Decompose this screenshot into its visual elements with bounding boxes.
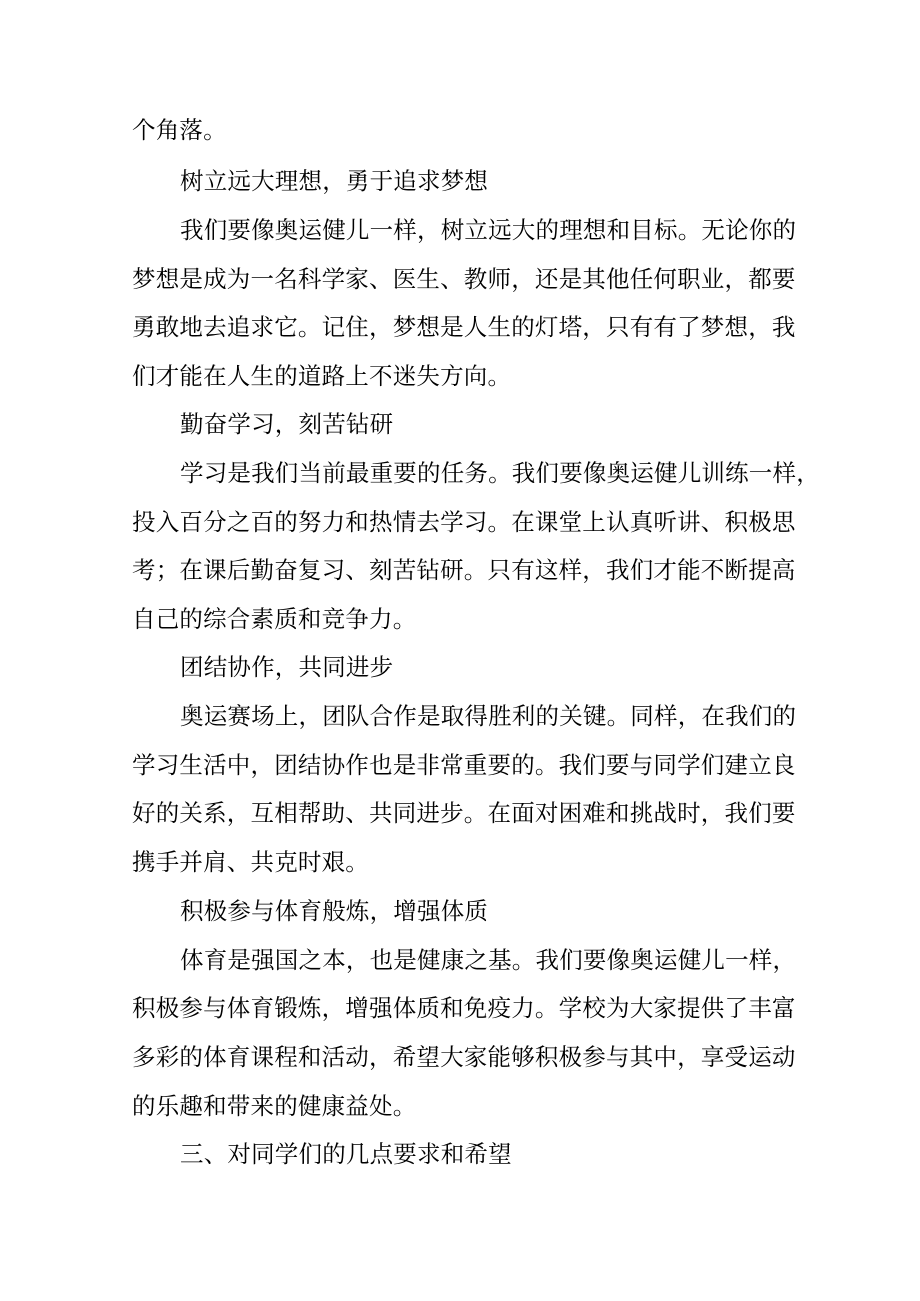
- text-line: 积极参与体育锻炼，增强体质和免疫力。学校为大家提供了丰富: [132, 994, 796, 1022]
- text-line: 好的关系，互相帮助、共同进步。在面对困难和挑战时，我们要: [132, 799, 796, 827]
- text-line: 学习生活中，团结协作也是非常重要的。我们要与同学们建立良: [132, 751, 796, 779]
- text-line: 携手并肩、共克时艰。: [132, 848, 369, 876]
- text-line: 的乐趣和带来的健康益处。: [132, 1092, 417, 1120]
- section-heading: 三、对同学们的几点要求和希望: [180, 1140, 512, 1168]
- text-line: 自己的综合素质和竞争力。: [132, 605, 417, 633]
- text-line: 个角落。: [132, 116, 227, 144]
- text-line: 梦想是成为一名科学家、医生、教师，还是其他任何职业，都要: [132, 265, 796, 293]
- section-heading: 勤奋学习，刻苦钻研: [180, 410, 394, 438]
- text-line: 勇敢地去追求它。记住，梦想是人生的灯塔，只有有了梦想，我: [132, 313, 796, 341]
- text-line: 奥运赛场上，团队合作是取得胜利的关键。同样，在我们的: [180, 702, 797, 730]
- section-heading: 树立远大理想，勇于追求梦想: [180, 167, 489, 195]
- section-heading: 积极参与体育般炼，增强体质: [180, 897, 489, 925]
- text-line: 我们要像奥运健儿一样，树立远大的理想和目标。无论你的: [180, 216, 797, 244]
- text-line: 学习是我们当前最重要的任务。我们要像奥运健儿训练一样，: [180, 459, 820, 487]
- text-line: 体育是强国之本，也是健康之基。我们要像奥运健儿一样，: [180, 946, 797, 974]
- text-line: 考；在课后勤奋复习、刻苦钻研。只有这样，我们才能不断提高: [132, 556, 796, 584]
- text-line: 们才能在人生的道路上不迷失方向。: [132, 362, 512, 390]
- text-line: 多彩的体育课程和活动，希望大家能够积极参与其中，享受运动: [132, 1043, 796, 1071]
- section-heading: 团结协作，共同进步: [180, 653, 394, 681]
- text-line: 投入百分之百的努力和热情去学习。在课堂上认真听讲、积极思: [132, 508, 796, 536]
